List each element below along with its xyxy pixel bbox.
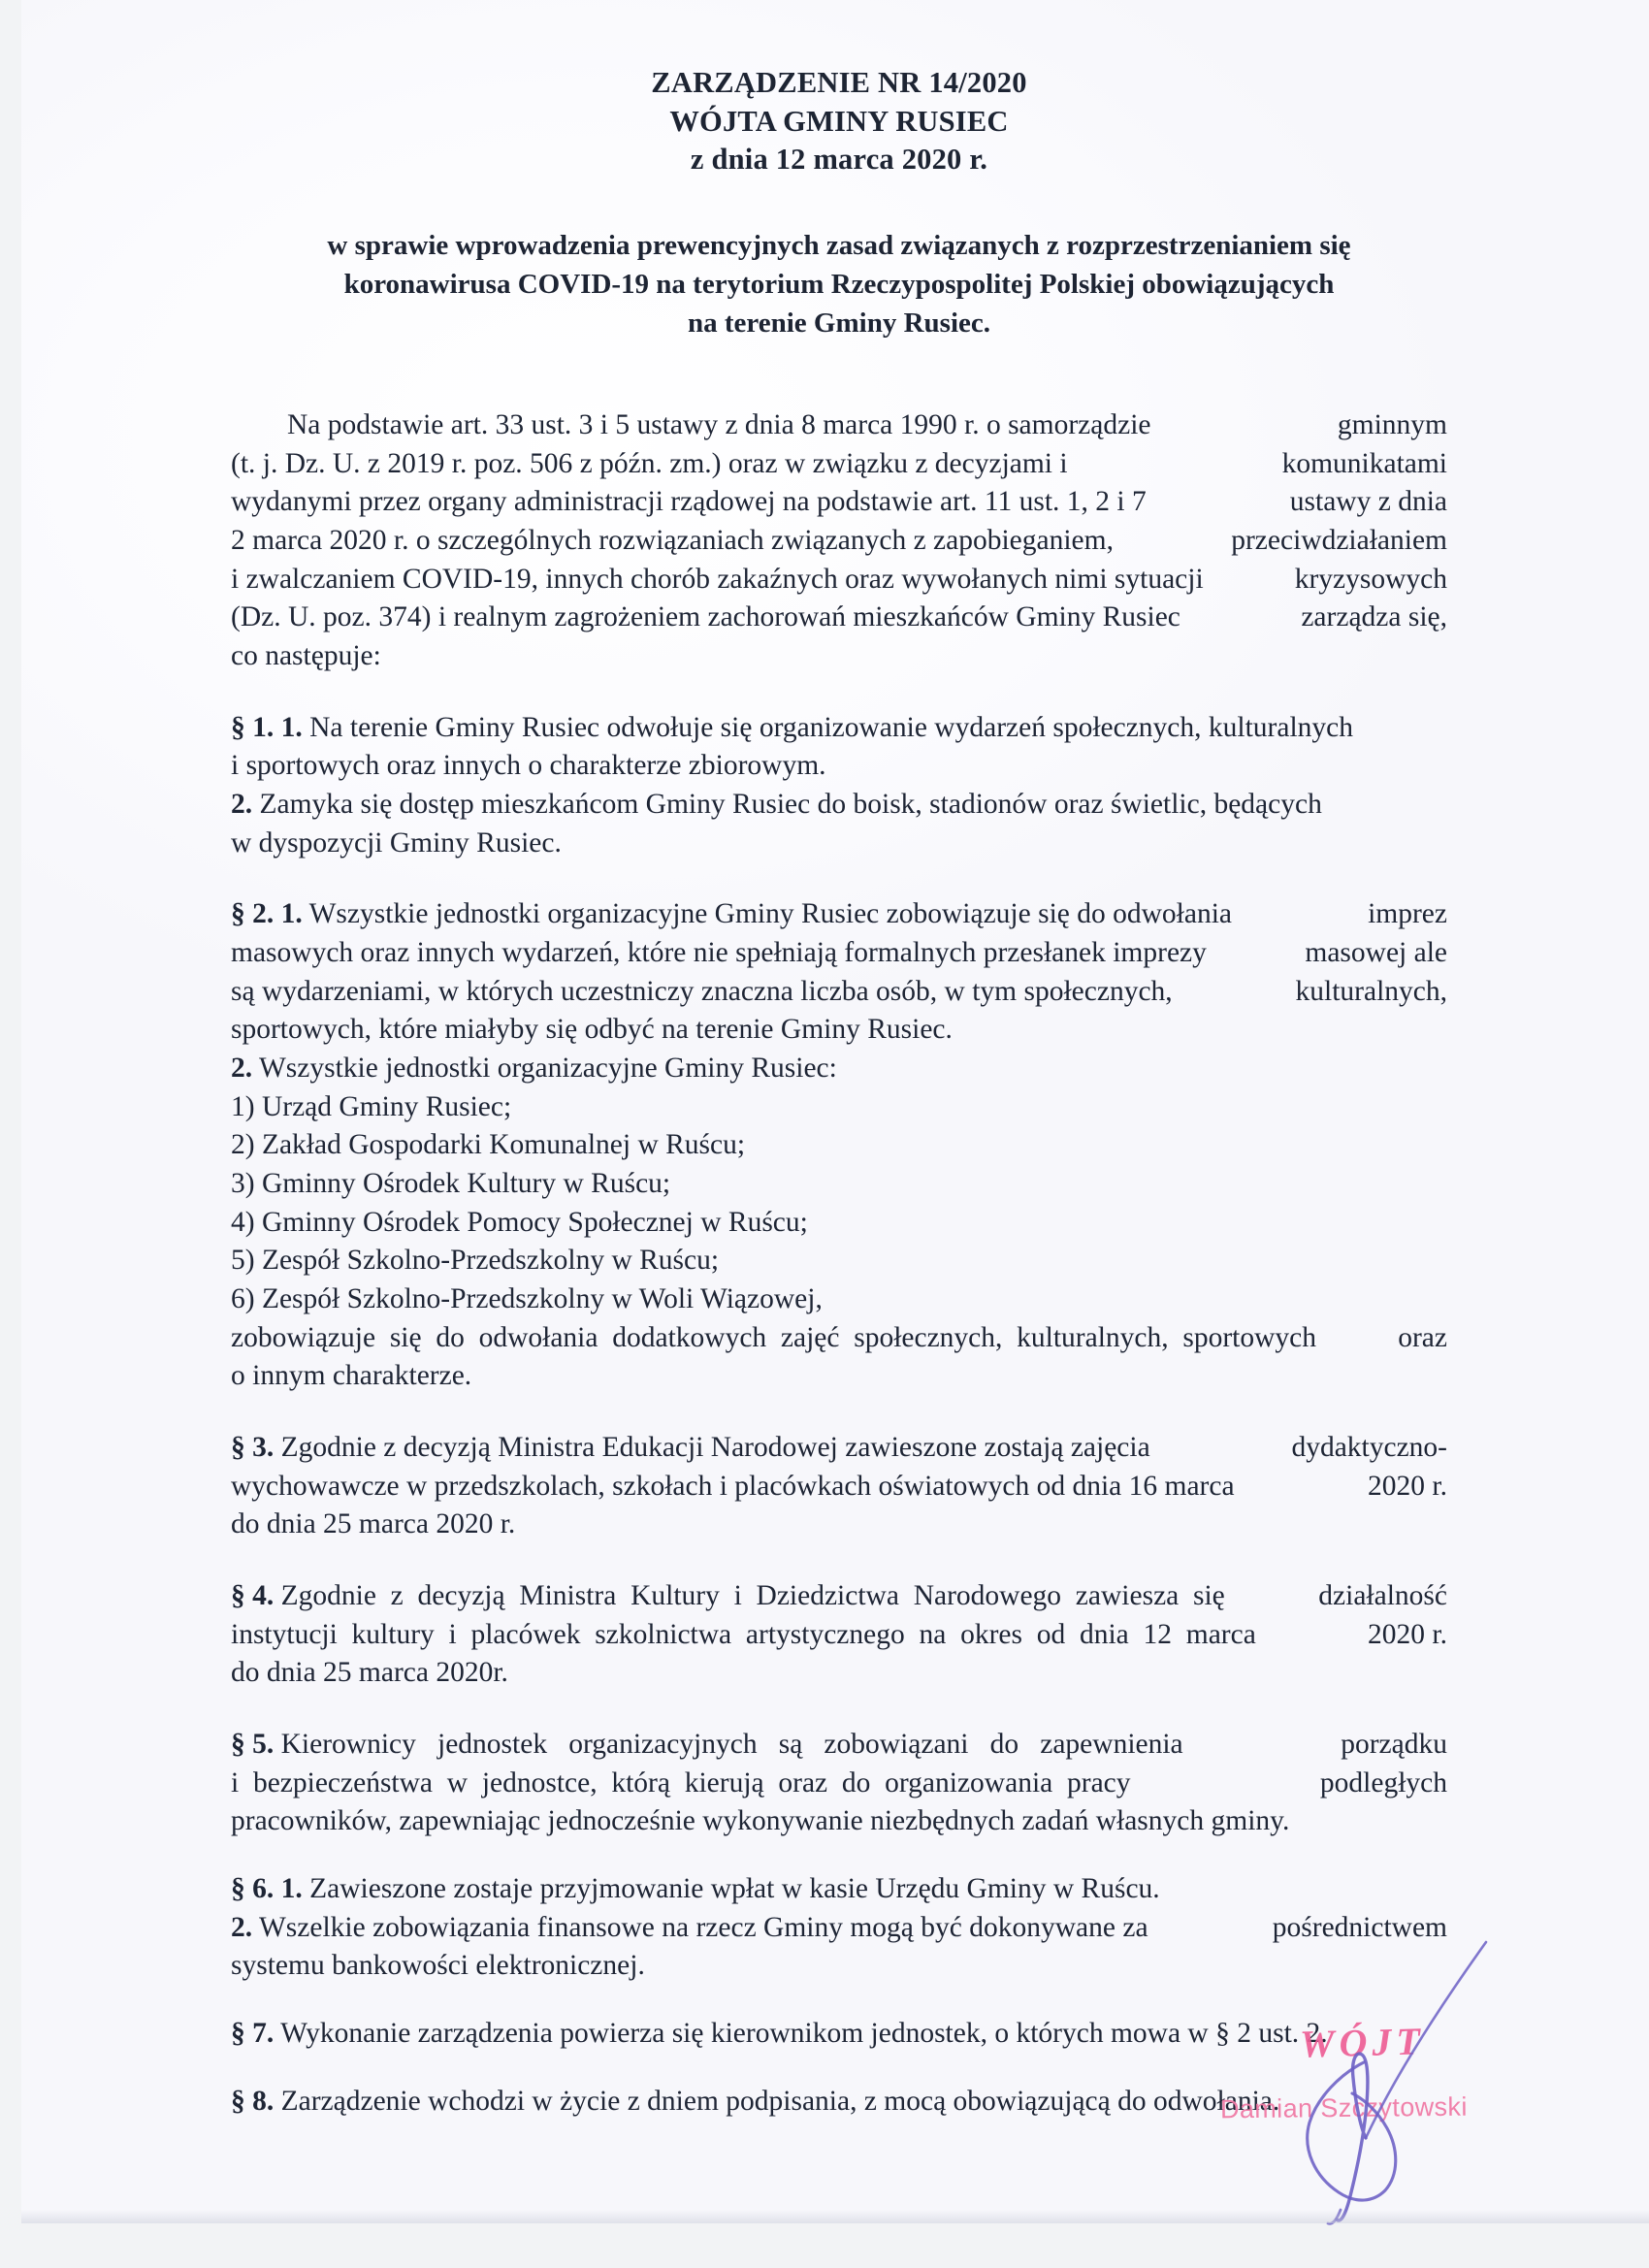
list-item: 2) Zakład Gospodarki Komunalnej w Ruścu; xyxy=(231,1129,746,1161)
list-item: 5) Zespół Szkolno-Przedszkolny w Ruścu; xyxy=(231,1245,720,1277)
section-2-line-1: § 2. 1. Wszystkie jednostki organizacyjne Gminy Rusiec zobowiązuje się do odwołania imprez xyxy=(231,898,1447,930)
section-2-line-4: sportowych, które miałyby się odbyć na terenie Gminy Rusiec. xyxy=(231,1014,953,1046)
section-3-line-2: wychowawcze w przedszkolach, szkołach i placówkach oświatowych od dnia 16 marca 2020 r. xyxy=(231,1470,1447,1502)
section-7-line-1: § 7. Wykonanie zarządzenia powierza się kierownikom jednostek, o których mowa w § 2 ust. 2. xyxy=(231,2018,1328,2050)
section-2-marker-2: 2. xyxy=(231,1053,253,1085)
preamble-line-1: Na podstawie art. 33 ust. 3 i 5 ustawy z dnia 8 marca 1990 r. o samorządzie gminnym xyxy=(287,408,1447,440)
document-title xyxy=(231,64,1447,179)
section-3-marker: § 3. xyxy=(231,1432,275,1464)
section-4-line-3: do dnia 25 marca 2020r. xyxy=(231,1657,508,1689)
stamp-role-label: WÓJT xyxy=(1299,2019,1426,2066)
title-line-1: ZARZĄDZENIE NR 14/2020 xyxy=(651,66,1027,99)
section-3 xyxy=(231,1429,1447,1544)
list-item: 1) Urząd Gminy Rusiec; xyxy=(231,1090,512,1122)
section-6-line-3: systemu bankowości elektronicznej. xyxy=(231,1950,645,1982)
section-5-line-3: pracowników, zapewniając jednocześnie wykonywanie niezbędnych zadań własnych gminy. xyxy=(231,1805,1290,1837)
section-8-marker: § 8. xyxy=(231,2085,275,2117)
preamble-line-2: (t. j. Dz. U. z 2019 r. poz. 506 z późn. zm.) oraz w związku z decyzjami i komunikatami xyxy=(231,447,1447,479)
section-1-line-2: i sportowych oraz innych o charakterze zbiorowym. xyxy=(231,750,826,782)
section-4-marker: § 4. xyxy=(231,1580,275,1612)
section-3-line-3: do dnia 25 marca 2020 r. xyxy=(231,1508,516,1540)
section-1-marker: § 1. 1. xyxy=(231,711,303,743)
preamble-line-5: i zwalczaniem COVID-19, innych chorób zakaźnych oraz wywołanych nimi sytuacji kryzysowych xyxy=(231,563,1447,595)
preamble-line-4: 2 marca 2020 r. o szczególnych rozwiązaniach związanych z zapobieganiem, przeciwdziałaniem xyxy=(231,524,1447,556)
title-line-3: z dnia 12 marca 2020 r. xyxy=(690,143,988,177)
section-2-line-3: są wydarzeniami, w których uczestniczy znaczna liczba osób, w tym społecznych, kulturalnych, xyxy=(231,975,1447,1007)
list-item: 6) Zespół Szkolno-Przedszkolny w Woli Wiązowej, xyxy=(231,1283,823,1315)
section-4-line-1: § 4. Zgodnie z decyzją Ministra Kultury i Dziedzictwa Narodowego zawiesza się działalność xyxy=(231,1580,1447,1612)
document-subject xyxy=(231,226,1447,342)
section-6-marker: § 6. 1. xyxy=(231,1873,303,1905)
page-sheet xyxy=(21,0,1649,2223)
title-line-2: WÓJTA GMINY RUSIEC xyxy=(669,104,1009,138)
section-2-line-2: masowych oraz innych wydarzeń, które nie spełniają formalnych przesłanek imprezy masowej ale xyxy=(231,937,1447,969)
stamp-name-label: Damian Szczytowski xyxy=(1219,2091,1468,2124)
subject-line-2: koronawirusa COVID-19 na terytorium Rzeczypospolitej Polskiej obowiązujących xyxy=(343,268,1335,300)
section-3-line-1: § 3. Zgodnie z decyzją Ministra Edukacji Narodowej zawieszone zostają zajęcia dydaktyczno- xyxy=(231,1432,1447,1464)
section-5 xyxy=(231,1726,1447,1841)
section-1-line-1: § 1. 1. Na terenie Gminy Rusiec odwołuje się organizowanie wydarzeń społecznych, kulturalnych xyxy=(231,711,1353,743)
section-6 xyxy=(231,1870,1447,1986)
section-2 xyxy=(231,895,1447,1396)
section-5-line-1: § 5. Kierownicy jednostek organizacyjnych są zobowiązani do zapewnienia porządku xyxy=(231,1729,1447,1761)
section-2-marker: § 2. 1. xyxy=(231,898,303,930)
section-6-marker-2: 2. xyxy=(231,1911,253,1943)
subject-line-1: w sprawie wprowadzenia prewencyjnych zasad związanych z rozprzestrzenianiem się xyxy=(327,229,1351,261)
section-8-line-1: § 8. Zarządzenie wchodzi w życie z dniem podpisania, z mocą obowiązującą do odwołania. xyxy=(231,2085,1280,2117)
section-4-line-2: instytucji kultury i placówek szkolnictwa artystycznego na okres od dnia 12 marca 2020 r. xyxy=(231,1618,1447,1650)
section-1-marker-2: 2. xyxy=(231,789,253,821)
section-2-tail-line-2: o innym charakterze. xyxy=(231,1360,472,1392)
document-page xyxy=(21,0,1649,2223)
document-body xyxy=(231,54,1447,2122)
section-6-line-2: 2. Wszelkie zobowiązania finansowe na rzecz Gminy mogą być dokonywane za pośrednictwem xyxy=(231,1911,1447,1943)
list-item: 4) Gminny Ośrodek Pomocy Społecznej w Ruścu; xyxy=(231,1206,808,1238)
preamble-line-3: wydanymi przez organy administracji rządowej na podstawie art. 11 ust. 1, 2 i 7 ustawy z dnia xyxy=(231,486,1447,518)
section-1-line-4: w dyspozycji Gminy Rusiec. xyxy=(231,826,562,859)
preamble-line-6: (Dz. U. poz. 374) i realnym zagrożeniem zachorowań mieszkańców Gminy Rusiec zarządza się, xyxy=(231,601,1447,633)
section-5-marker: § 5. xyxy=(231,1729,275,1761)
section-5-line-2: i bezpieczeństwa w jednostce, którą kierują oraz do organizowania pracy podległych xyxy=(231,1766,1447,1798)
signature-block xyxy=(1137,1991,1554,2233)
preamble-paragraph xyxy=(231,406,1447,676)
section-1 xyxy=(231,709,1447,863)
section-6-line-1: § 6. 1. Zawieszone zostaje przyjmowanie wpłat w kasie Urzędu Gminy w Ruścu. xyxy=(231,1873,1160,1905)
list-item: 3) Gminny Ośrodek Kultury w Ruścu; xyxy=(231,1168,671,1200)
section-7-marker: § 7. xyxy=(231,2018,275,2050)
section-2-line-5: 2. Wszystkie jednostki organizacyjne Gminy Rusiec: xyxy=(231,1053,837,1085)
section-2-tail-line-1: zobowiązuje się do odwołania dodatkowych zajęć społecznych, kulturalnych, sportowych oraz xyxy=(231,1321,1447,1353)
subject-line-3: na terenie Gminy Rusiec. xyxy=(688,307,990,339)
section-4 xyxy=(231,1577,1447,1693)
preamble-line-7: co następuje: xyxy=(231,640,381,671)
section-1-line-3: 2. Zamyka się dostęp mieszkańcom Gminy Rusiec do boisk, stadionów oraz świetlic, będących xyxy=(231,789,1322,821)
